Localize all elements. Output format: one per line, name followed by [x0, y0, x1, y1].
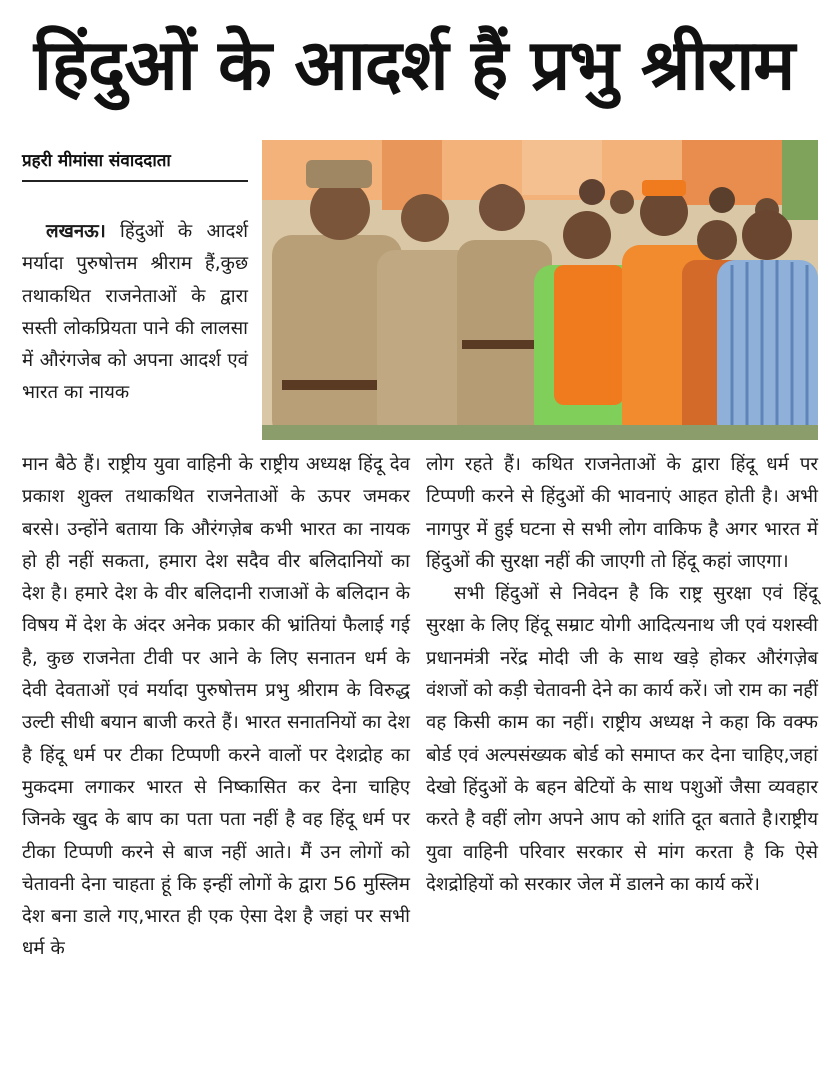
right-column-paragraph-1: लोग रहते हैं। कथित राजनेताओं के द्वारा हिंदू धर्म पर टिप्पणी करने से हिंदुओं की भावनाएं आहत होती है। अभी नागपुर में हुई घटना से सभी लोग वाकिफ है अगर भारत में हिंदुओं की सुरक्षा नहीं की जाएगी तो हिंदू कहां जाएगा।	[426, 454, 818, 572]
right-column	[426, 449, 818, 901]
lead-paragraph	[22, 216, 248, 410]
news-photo	[262, 140, 818, 440]
lead-text: हिंदुओं के आदर्श मर्यादा पुरुषोत्तम श्रीराम हैं,कुछ तथाकथित राजनेताओं के द्वारा सस्ती लोकप्रियता पाने की लालसा में औरंगजेब को अपना आदर्श एवं भारत का नायक	[22, 221, 248, 404]
right-column-paragraph-2: सभी हिंदुओं से निवेदन है कि राष्ट्र सुरक्षा एवं हिंदू सुरक्षा के लिए हिंदू सम्राट योगी आदित्यनाथ जी एवं यशस्वी प्रधानमंत्री नरेंद्र मोदी जी के साथ खड़े होकर औरंगज़ेब वंशजों को कड़ी चेतावनी देने का कार्य करें। जो राम का नहीं वह किसी काम का नहीं। राष्ट्रीय अध्यक्ष ने कहा कि वक्फ बोर्ड एवं अल्पसंख्यक बोर्ड को समाप्त कर देना चाहिए,जहां देखो हिंदुओं के बहन बेटियों के साथ पशुओं जैसा व्यवहार करते है वहीं लोग अपने आप को शांति दूत बताते है।राष्ट्रीय युवा वाहिनी परिवार सरकार से मांग करता है कि ऐसे देशद्रोहियों को सरकार जेल में डालने का कार्य करें।	[426, 583, 818, 895]
left-column	[22, 449, 410, 966]
dateline: लखनऊ।	[46, 221, 106, 242]
headline: हिंदुओं के आदर्श हैं प्रभु श्रीराम	[33, 24, 795, 106]
left-column-text: मान बैठे हैं। राष्ट्रीय युवा वाहिनी के राष्ट्रीय अध्यक्ष हिंदू देव प्रकाश शुक्ल तथाकथित राजनेताओं के ऊपर जमकर बरसे। उन्होंने बताया कि औरंगज़ेब कभी भारत का नायक हो ही नहीं सकता, हमारा देश सदैव वीर बलिदानियों का देश है। हमारे देश के वीर बलिदानी राजाओं के बलिदान के विषय में देश के अंदर अनेक प्रकार की भ्रांतियां फैलाई गई है, कुछ राजनेता टीवी पर आने के लिए सनातन धर्म के देवी देवताओं एवं मर्यादा पुरुषोत्तम प्रभु श्रीराम के विरुद्ध उल्टी सीधी बयान बाजी करते हैं। भारत सनातनियों का देश है हिंदू धर्म पर टीका टिप्पणी करने वालों पर देशद्रोह का मुकदमा लगाकर भारत से निष्कासित कर देना चाहिए जिनके खुद के बाप का पता पता नहीं है वह हिंदू धर्म पर टीका टिप्पणी करने से बाज नहीं आते। मैं उन लोगों को चेतावनी देना चाहता हूं कि इन्हीं लोगों के द्वारा 56 मुस्लिम देश बना डाले गए,भारत ही एक ऐसा देश है जहां पर सभी धर्म के	[22, 454, 410, 960]
byline: प्रहरी मीमांसा संवाददाता	[22, 148, 248, 182]
photo-illustration	[262, 140, 818, 440]
